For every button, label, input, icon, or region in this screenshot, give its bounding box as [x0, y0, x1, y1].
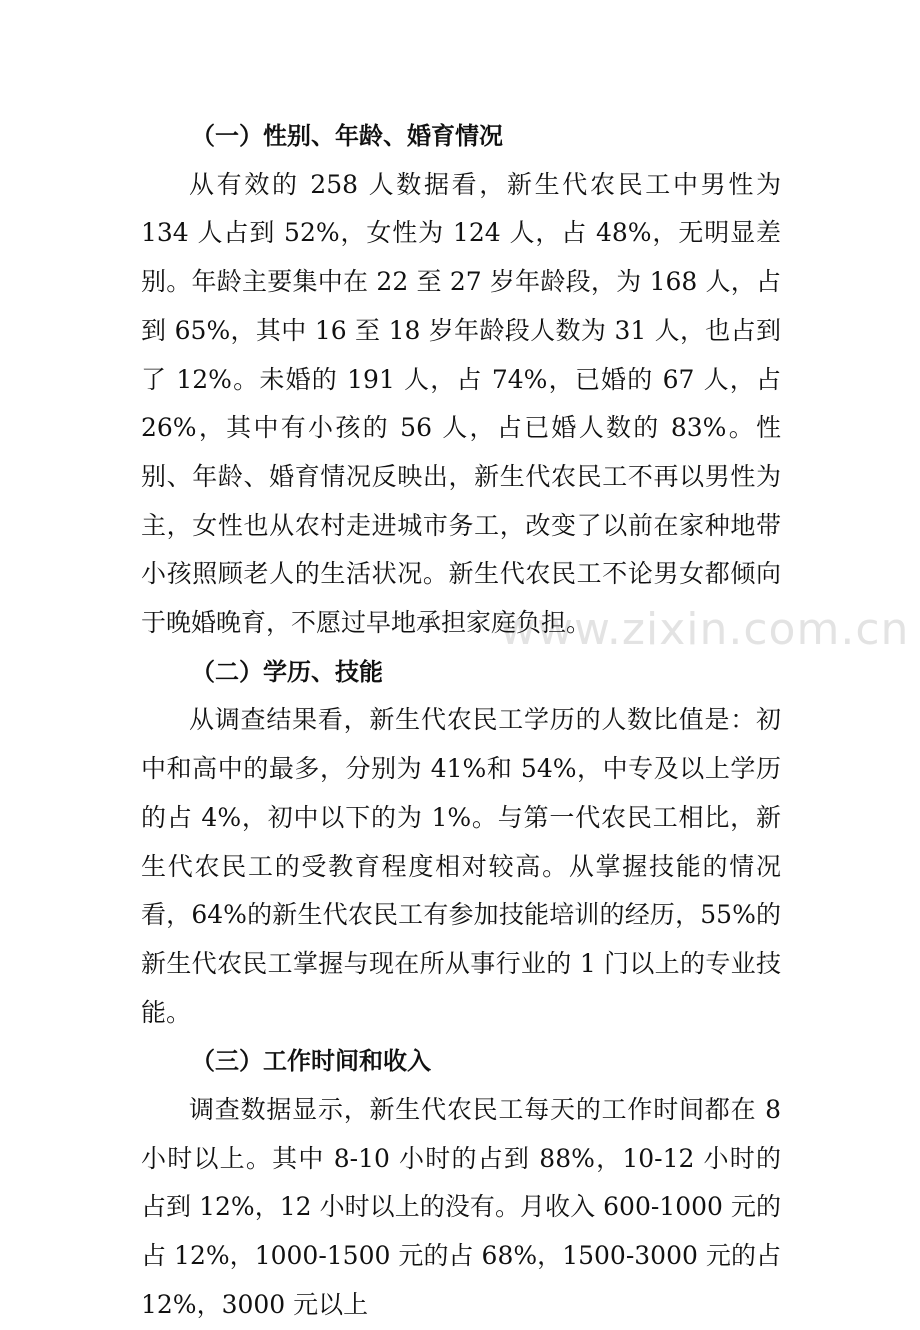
section-heading-3: （三）工作时间和收入 — [191, 1047, 431, 1076]
section-paragraph-3: 调查数据显示，新生代农民工每天的工作时间都在 8 小时以上。其中 8-10 小时的占到 88%，10-12 小时的占到 12%，12 小时以上的没有。月收入 600-1000 元的占 12%，1000-1500 元的占 68%，1500-3000 元的占 12%，3000 元以上 — [141, 1095, 781, 1319]
section-heading-2: （二）学历、技能 — [191, 657, 383, 686]
section-heading-1: （一）性别、年龄、婚育情况 — [191, 122, 503, 150]
section-paragraph-2: 从调查结果看，新生代农民工学历的人数比值是：初中和高中的最多，分别为 41%和 54%，中专及以上学历的占 4%，初中以下的为 1%。与第一代农民工相比，新生代农民工的受教育程度相对较高。从掌握技能的情况看，64%的新生代农民工有参加技能培训的经历，55%的新生代农民工掌握与现在所从事行业的 1 门以上的专业技能。 — [141, 705, 781, 1027]
document-body — [141, 112, 781, 1330]
section-paragraph-1: 从有效的 258 人数据看，新生代农民工中男性为 134 人占到 52%，女性为 124 人，占 48%，无明显差别。年龄主要集中在 22 至 27 岁年龄段，为 168 人，占到 65%，其中 16 至 18 岁年龄段人数为 31 人，也占到了 12%。未婚的 191 人，占 74%，已婚的 67 人，占 26%，其中有小孩的 56 人，占已婚人数的 83%。性别、年龄、婚育情况反映出，新生代农民工不再以男性为主，女性也从农村走进城市务工，改变了以前在家种地带小孩照顾老人的生活状况。新生代农民工不论男女都倾向于晚婚晚育，不愿过早地承担家庭负担。 — [141, 169, 781, 638]
watermark: www.zixin.com.cn — [500, 604, 910, 655]
